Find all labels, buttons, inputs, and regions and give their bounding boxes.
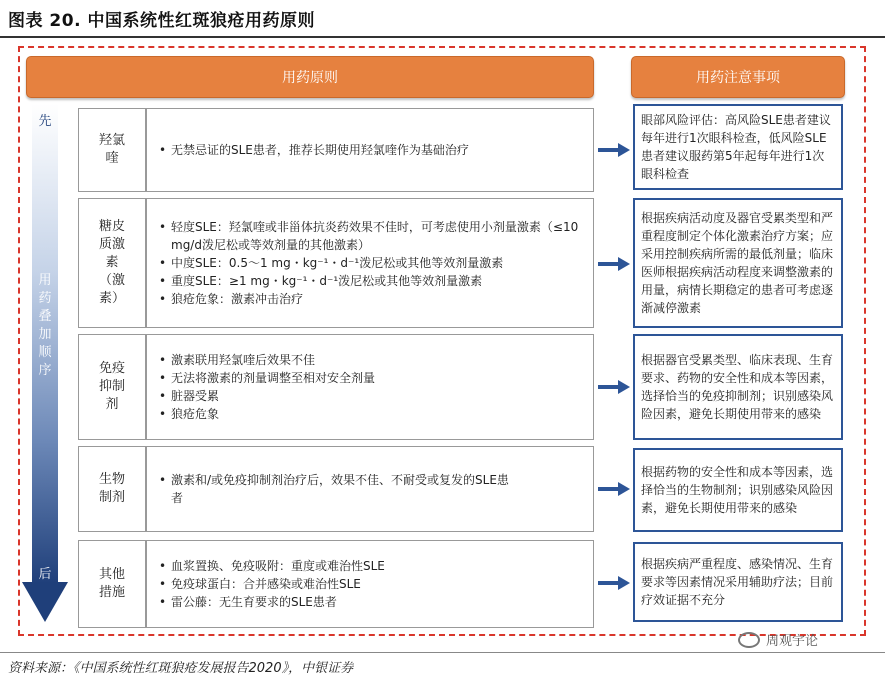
principle-item: • 免疫球蛋白：合并感染或难治性SLE	[159, 575, 385, 593]
row-name-immunosuppressant: 免疫抑制剂	[78, 334, 146, 440]
principle-item: • 血浆置换、免疫吸附：重度或难治性SLE	[159, 557, 385, 575]
order-char: 加	[38, 327, 52, 342]
source-note: 资料来源：《中国系统性红斑狼疮发展报告2020》，中银证券	[8, 661, 354, 676]
wechat-watermark	[738, 630, 818, 649]
principle-item: • 无法将激素的剂量调整至相对安全剂量	[159, 369, 375, 387]
title-divider	[0, 36, 885, 38]
row-principles-immunosuppressant	[146, 334, 594, 440]
principle-item: • 重度SLE：≥1 mg・kg⁻¹・d⁻¹泼尼松或其他等效剂量激素	[159, 272, 581, 290]
wechat-account: 周观宇论	[766, 634, 819, 649]
connector-arrow	[598, 576, 630, 590]
row-note-hydroxychloroquine: 眼部风险评估：高风险SLE患者建议每年进行1次眼科检查，低风险SLE患者建议服药第5年起每年进行1次眼科检查	[633, 104, 843, 190]
row-name-other: 其他措施	[78, 540, 146, 628]
principle-item: • 无禁忌证的SLE患者，推荐长期使用羟氯喹作为基础治疗	[159, 141, 469, 159]
row-note-glucocorticoid: 根据疾病活动度及器官受累类型和严重程度制定个体化激素治疗方案；应采用控制疾病所需的最低剂量；临床医师根据疾病活动程度来调整激素的用量，病情长期稳定的患者可考虑逐渐减停激素	[633, 198, 843, 328]
source-divider	[0, 652, 885, 653]
order-arrow-label	[32, 272, 58, 380]
page-title: 图表 20. 中国系统性红斑狼疮用药原则	[8, 11, 315, 31]
connector-arrow	[598, 380, 630, 394]
principle-item: • 狼疮危象	[159, 405, 375, 423]
principle-item: • 中度SLE：0.5～1 mg・kg⁻¹・d⁻¹泼尼松或其他等效剂量激素	[159, 254, 581, 272]
row-principles-other	[146, 540, 594, 628]
principle-item: • 雷公藤：无生育要求的SLE患者	[159, 593, 385, 611]
connector-arrow	[598, 257, 630, 271]
order-arrow-end: 后	[38, 567, 52, 582]
connector-arrow	[598, 482, 630, 496]
row-note-other: 根据疾病严重程度、感染情况、生育要求等因素情况采用辅助疗法；目前疗效证据不充分	[633, 542, 843, 622]
principle-item: • 激素联用羟氯喹后效果不佳	[159, 351, 375, 369]
order-arrow-head	[22, 582, 68, 622]
order-char: 药	[38, 291, 52, 306]
connector-arrow	[598, 143, 630, 157]
row-note-immunosuppressant: 根据器官受累类型、临床表现、生育要求、药物的安全性和成本等因素，选择恰当的免疫抑制剂；识别感染风险因素，避免长期使用带来的感染	[633, 334, 843, 440]
principle-item: • 脏器受累	[159, 387, 375, 405]
order-char: 顺	[38, 345, 52, 360]
row-principles-biologics	[146, 446, 594, 532]
header-principle: 用药原则	[26, 56, 594, 98]
principle-item: • 激素和/或免疫抑制剂治疗后，效果不佳、不耐受或复发的SLE患者	[159, 471, 511, 507]
order-char: 序	[38, 363, 52, 378]
row-name-glucocorticoid: 糖皮质激素（激素）	[78, 198, 146, 328]
order-char: 用	[38, 273, 52, 288]
header-notes: 用药注意事项	[631, 56, 845, 98]
row-note-biologics: 根据药物的安全性和成本等因素，选择恰当的生物制剂；识别感染风险因素，避免长期使用带来的感染	[633, 448, 843, 532]
order-arrow	[28, 104, 64, 624]
principle-item: • 轻度SLE：羟氯喹或非甾体抗炎药效果不佳时，可考虑使用小剂量激素（≤10 mg/d泼尼松或等效剂量的其他激素）	[159, 218, 581, 254]
principle-item: • 狼疮危象：激素冲击治疗	[159, 290, 581, 308]
row-name-hydroxychloroquine: 羟氯喹	[78, 108, 146, 192]
row-name-biologics: 生物制剂	[78, 446, 146, 532]
row-principles-hydroxychloroquine	[146, 108, 594, 192]
row-principles-glucocorticoid	[146, 198, 594, 328]
wechat-icon	[738, 632, 760, 648]
order-char: 叠	[38, 309, 52, 324]
order-arrow-start: 先	[38, 114, 52, 129]
